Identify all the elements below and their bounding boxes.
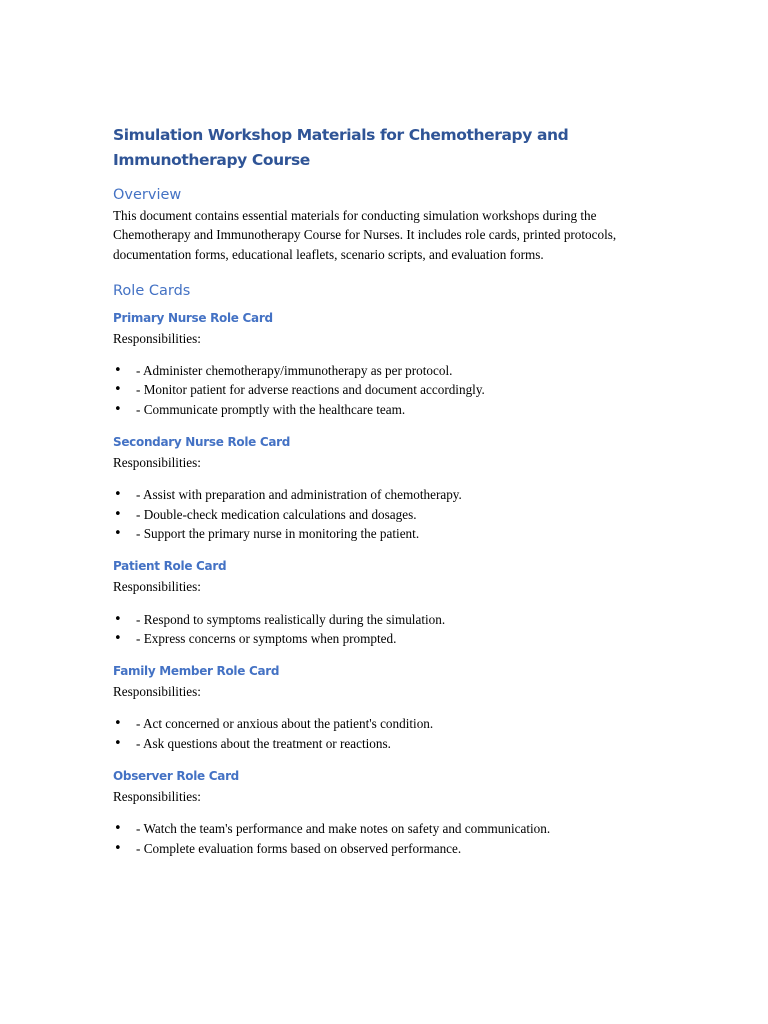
role-card-title: Secondary Nurse Role Card [113, 435, 291, 450]
responsibility-text: - Communicate promptly with the healthcare team. [136, 401, 406, 417]
role-card [113, 663, 673, 753]
overview-paragraph: This document contains essential materials for conducting simulation workshops during the Chemotherapy and Immunotherapy Course for Nurses. It includes role cards, printed protocols, documentation forms, educational leaflets, scenario scripts, and evaluation forms. [113, 208, 617, 262]
responsibility-list [113, 819, 673, 858]
responsibility-item [113, 819, 673, 838]
bullet-icon: • [114, 630, 122, 646]
overview-heading: Overview [113, 187, 182, 203]
responsibility-text: - Monitor patient for adverse reactions and document accordingly. [136, 382, 485, 398]
responsibilities-label: Responsibilities: [113, 684, 201, 700]
responsibilities-label: Responsibilities: [113, 579, 201, 595]
document-page [113, 123, 673, 858]
role-card [113, 768, 673, 858]
responsibility-item [113, 610, 673, 629]
responsibility-item [113, 839, 673, 858]
responsibility-item [113, 400, 673, 419]
bullet-icon: • [114, 821, 122, 837]
bullet-icon: • [114, 363, 122, 379]
role-card [113, 434, 673, 543]
role-card-title: Patient Role Card [113, 559, 227, 574]
responsibility-text: - Complete evaluation forms based on observed performance. [136, 840, 462, 856]
bullet-icon: • [114, 840, 122, 856]
responsibility-list [113, 714, 673, 753]
role-card-title: Family Member Role Card [113, 664, 280, 679]
responsibility-list [113, 485, 673, 543]
bullet-icon: • [114, 382, 122, 398]
responsibilities-label: Responsibilities: [113, 455, 201, 471]
responsibility-item [113, 734, 673, 753]
responsibility-text: - Assist with preparation and administration of chemotherapy. [136, 487, 462, 503]
responsibility-text: - Double-check medication calculations and dosages. [136, 506, 417, 522]
responsibility-item [113, 524, 673, 543]
responsibility-item [113, 505, 673, 524]
bullet-icon: • [114, 611, 122, 627]
role-cards-list [113, 310, 673, 858]
responsibility-text: - Watch the team's performance and make notes on safety and communication. [136, 821, 551, 837]
role-card [113, 310, 673, 419]
bullet-icon: • [114, 401, 122, 417]
role-card-title: Observer Role Card [113, 769, 239, 784]
responsibility-item [113, 380, 673, 399]
bullet-icon: • [114, 506, 122, 522]
responsibility-list [113, 361, 673, 419]
document-title: Simulation Workshop Materials for Chemotherapy and Immunotherapy Course [113, 126, 569, 169]
responsibility-text: - Respond to symptoms realistically during the simulation. [136, 611, 446, 627]
responsibility-text: - Express concerns or symptoms when prompted. [136, 630, 397, 646]
role-cards-heading: Role Cards [113, 282, 191, 299]
bullet-icon: • [114, 487, 122, 503]
responsibilities-label: Responsibilities: [113, 789, 201, 805]
responsibility-list [113, 610, 673, 649]
responsibility-text: - Administer chemotherapy/immunotherapy as per protocol. [136, 363, 453, 379]
responsibility-item [113, 629, 673, 648]
responsibilities-label: Responsibilities: [113, 330, 201, 346]
bullet-icon: • [114, 525, 122, 541]
role-card-title: Primary Nurse Role Card [113, 310, 273, 325]
role-card [113, 558, 673, 648]
responsibility-item [113, 361, 673, 380]
responsibility-text: - Support the primary nurse in monitoring the patient. [136, 525, 420, 541]
responsibility-item [113, 485, 673, 504]
bullet-icon: • [114, 735, 122, 751]
responsibility-text: - Ask questions about the treatment or reactions. [136, 735, 391, 751]
bullet-icon: • [114, 716, 122, 732]
responsibility-item [113, 714, 673, 733]
responsibility-text: - Act concerned or anxious about the patient's condition. [136, 716, 434, 732]
